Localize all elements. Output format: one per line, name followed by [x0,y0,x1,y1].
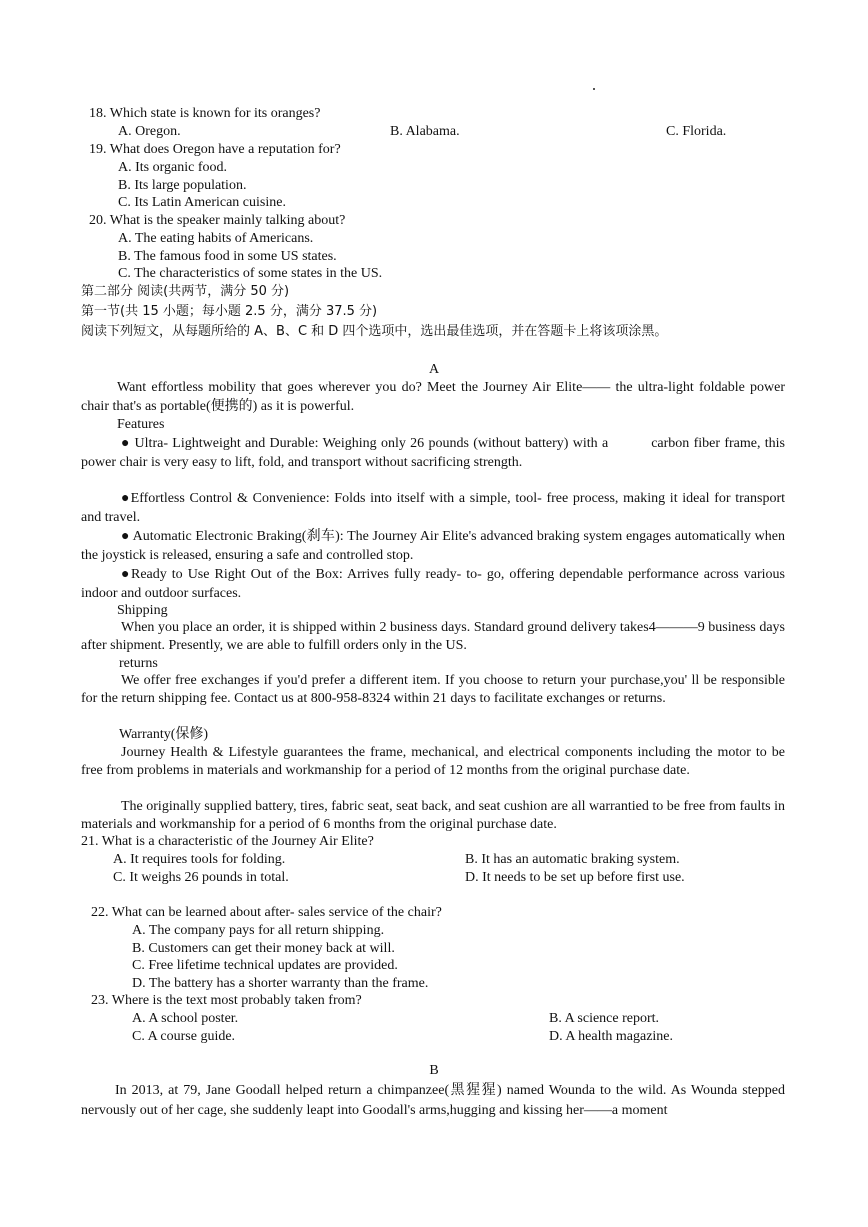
passage-b-text: In 2013, at 79, Jane Goodall helped return a chimpanzee(黑猩猩) named Wounda to the wild. As Wounda stepped nervously out of her cage, she suddenly leapt into Goodall's arms,hugging and kissing her——a moment [81,1083,785,1118]
q19-option-a: A. Its organic food. [118,160,227,175]
q22-option-a: A. The company pays for all return shipping. [132,923,385,938]
q22-option-c: C. Free lifetime technical updates are provided. [132,958,398,973]
q20-option-b: B. The famous food in some US states. [118,249,337,264]
reading-instruction: 阅读下列短文，从每题所给的 A、B、C 和 D 四个选项中，选出最佳选项，并在答题卡上将该项涂黑。 [81,324,668,339]
q19-stem: 19. What does Oregon have a reputation for? [89,142,341,157]
feature-lightweight: ● Ultra- Lightweight and Durable: Weighing only 26 pounds (without battery) with a carbon fiber frame, this power chair is very easy to lift, fold, and transport without sacrificing strength. [81,436,785,470]
q19-option-c: C. Its Latin American cuisine. [118,195,286,210]
q18-option-c: C. Florida. [666,124,727,139]
q21-option-a: A. It requires tools for folding. [113,852,286,867]
passage-a-label: A [428,362,440,377]
passage-a-intro: Want effortless mobility that goes wherever you do? Meet the Journey Air Elite—— the ultra-light foldable power chair that's as portable(便携的) as it is powerful. [81,380,785,414]
q22-option-b: B. Customers can get their money back at will. [132,941,395,956]
q20-option-c: C. The characteristics of some states in the US. [118,266,383,281]
q22-stem: 22. What can be learned about after- sales service of the chair? [91,905,442,920]
section1-heading: 第一节(共 15 小题；每小题 2.5 分，满分 37.5 分) [81,304,378,319]
q18-stem: 18. Which state is known for its oranges? [89,106,321,121]
scan-speck [593,88,595,90]
feature-braking: ● Automatic Electronic Braking(刹车): The Journey Air Elite's advanced braking system engages automatically when the joystick is released, ensuring a safe and controlled stop. [81,529,785,563]
q21-option-d: D. It needs to be set up before first use. [465,870,685,885]
q23-option-a: A. A school poster. [132,1011,239,1026]
part2-heading: 第二部分 阅读(共两节，满分 50 分) [81,284,290,299]
returns-text: We offer free exchanges if you'd prefer a different item. If you choose to return your purchase,you' ll be responsible for the return shipping fee. Contact us at 800-958-8324 within 21 days to facilitate exchanges or returns. [81,673,785,706]
q23-stem: 23. Where is the text most probably taken from? [91,993,362,1008]
passage-b-label: B [429,1063,439,1078]
q23-option-b: B. A science report. [549,1011,660,1026]
q21-option-c: C. It weighs 26 pounds in total. [113,870,289,885]
feature-ready: ●Ready to Use Right Out of the Box: Arrives fully ready- to- go, offering dependable performance across various indoor and outdoor surfaces. [81,567,785,601]
features-heading: Features [117,417,165,432]
q20-option-a: A. The eating habits of Americans. [118,231,314,246]
feature-control: ●Effortless Control & Convenience: Folds into itself with a simple, tool- free process, making it ideal for transport and travel. [81,491,785,525]
warranty-text-1: Journey Health & Lifestyle guarantees the frame, mechanical, and electrical components including the motor to be free from problems in materials and workmanship for a period of 12 months from the original purchase date. [81,745,785,778]
q22-option-d: D. The battery has a shorter warranty than the frame. [132,976,429,991]
q23-option-d: D. A health magazine. [549,1029,674,1044]
q18-option-a: A. Oregon. [118,124,181,139]
q21-option-b: B. It has an automatic braking system. [465,852,680,867]
returns-heading: returns [119,656,158,671]
q19-option-b: B. Its large population. [118,178,247,193]
q18-option-b: B. Alabama. [390,124,460,139]
q21-stem: 21. What is a characteristic of the Journey Air Elite? [81,834,374,849]
shipping-heading: Shipping [117,603,168,618]
q23-option-c: C. A course guide. [132,1029,236,1044]
warranty-heading: Warranty(保修) [119,727,209,742]
warranty-text-2: The originally supplied battery, tires, fabric seat, seat back, and seat cushion are all warrantied to be free from faults in materials and workmanship for a period of 6 months from the original purchase date. [81,799,785,832]
shipping-text: When you place an order, it is shipped within 2 business days. Standard ground delivery takes4———9 business days after shipment. Presently, we are able to fulfill orders only in the US. [81,620,785,653]
q20-stem: 20. What is the speaker mainly talking about? [89,213,346,228]
